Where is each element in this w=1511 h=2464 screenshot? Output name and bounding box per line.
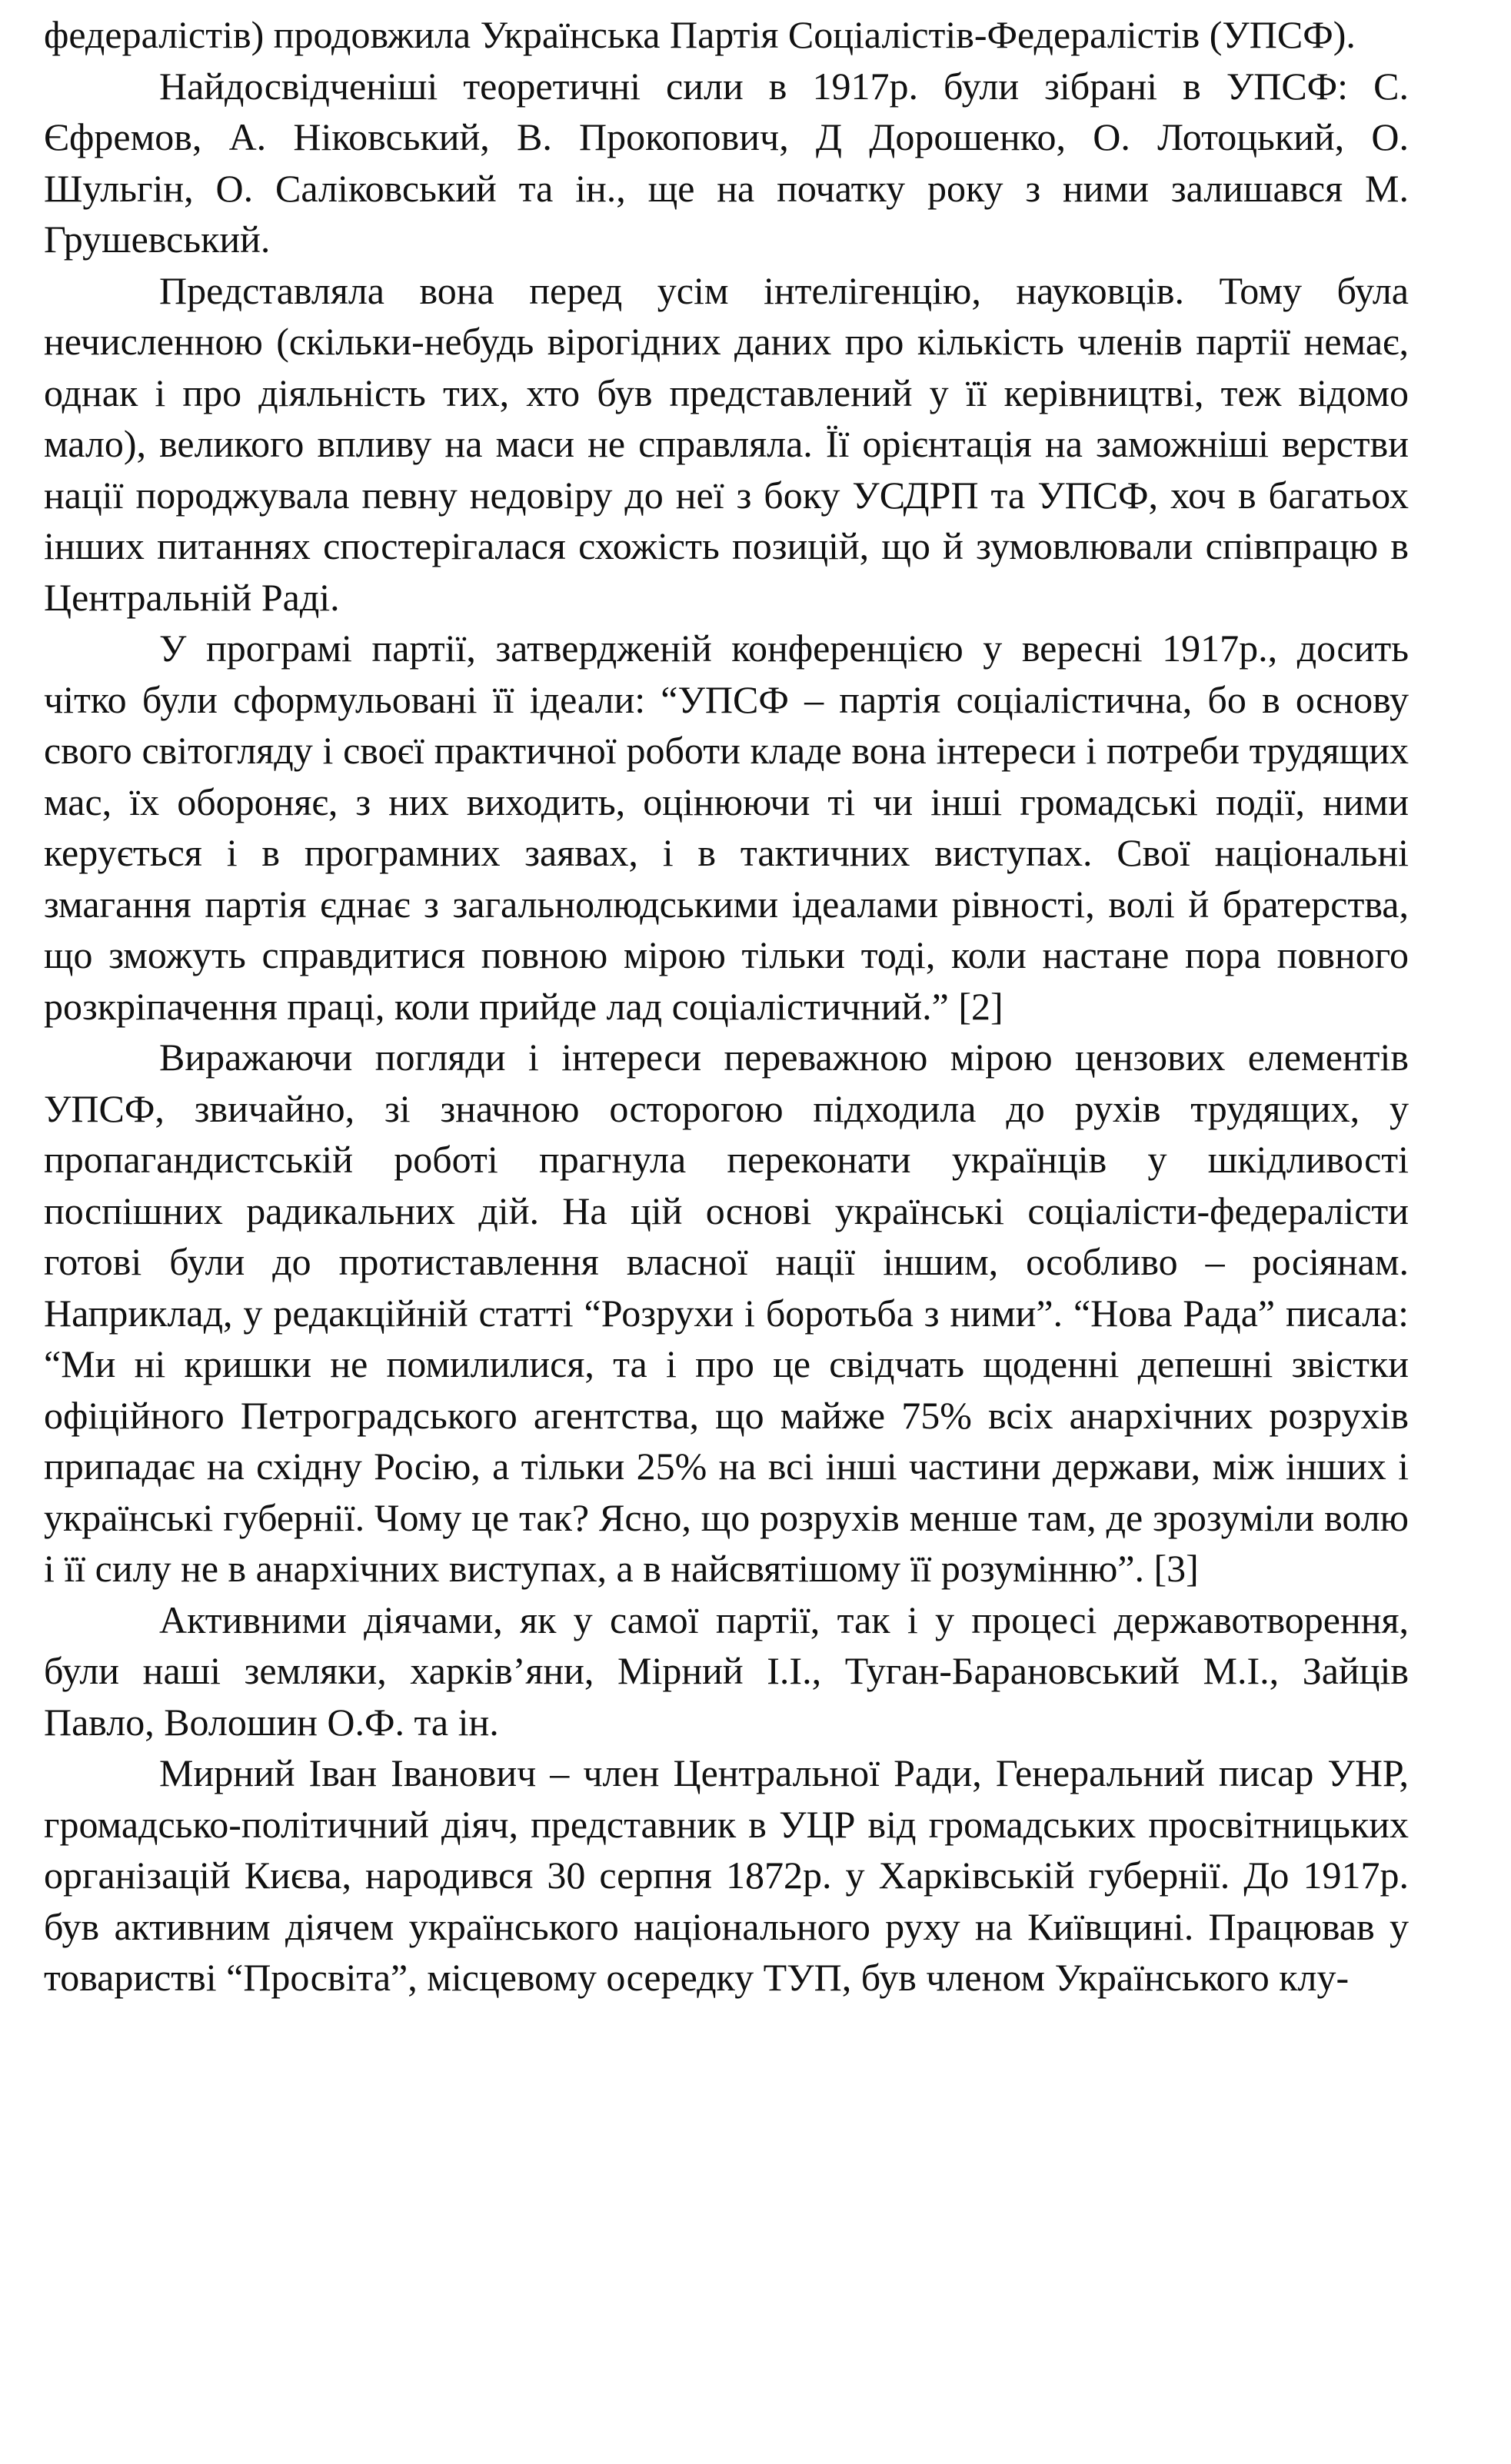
- paragraph-6: Активними діячами, як у самої партії, так і у процесі державотворення, були наші земляки, харків’яни, Мірний І.І., Туган-Барановський М.І., Зайців Павло, Волошин О.Ф. та ін.: [44, 1598, 1409, 1744]
- paragraph-3: Представляла вона перед усім інтелігенцію, науковців. Тому була нечисленною (скільки-небудь вірогідних даних про кількість членів партії немає, однак і про діяльність тих, хто був представлений у її керівництві, теж відомо мало), великого впливу на маси не справляла. Її орієнтація на заможніші верстви нації породжувала певну недовіру до неї з боку УСДРП та УПСФ, хоч в багатьох інших питаннях спостерігалася схожість позицій, що й зумовлювали співпрацю в Центральній Раді.: [44, 268, 1409, 619]
- paragraph-7: Мирний Іван Іванович – член Центральної Ради, Генеральний писар УНР, громадсько-політичний діяч, представник в УЦР від громадських просвітницьких організацій Києва, народився 30 серпня 1872р. у Харківській губернії. До 1917р. був активним діячем українського національного руху на Київщині. Працював у товаристві “Просвіта”, місцевому осередку ТУП, був членом Українського клу-: [44, 1751, 1409, 1999]
- paragraph-4: У програмі партії, затвердженій конференцією у вересні 1917р., досить чітко були сформульовані її ідеали: “УПСФ – партія соціалістична, бо в основу свого світогляду і своєї практичної роботи кладе вона інтереси і потреби трудящих мас, їх обороняє, з них виходить, оцінюючи ті чи інші громадські події, ними керується і в програмних заявах, і в тактичних виступах. Свої національні змагання партія єднає з загальнолюдськими ідеалами рівності, волі й братерства, що зможуть справдитися повною мірою тільки тоді, коли настане пора повного розкріпачення праці, коли прийде лад соціалістичний.” [2]: [44, 627, 1409, 1028]
- paragraph-5: Виражаючи погляди і інтереси переважною мірою цензових елементів УПСФ, звичайно, зі значною осторогою підходила до рухів трудящих, у пропагандистській роботі прагнула переконати українців у шкідливості поспішних радикальних дій. На цій основі українські соціалісти-федералісти готові були до протиставлення власної нації іншим, особливо – росіянам. Наприклад, у редакційній статті “Розрухи і боротьба з ними”. “Нова Рада” писала: “Ми ні кришки не помилилися, та і про це свідчать щоденні депешні звістки офіційного Петроградського агентства, що майже 75% всіх анархічних розрухів припадає на східну Росію, а тільки 25% на всі інші частини держави, між інших і українські губернії. Чому це так? Ясно, що розрухів менше там, де зрозуміли волю і її силу не в анархічних виступах, а в найсвятішому її розумінню”. [3]: [44, 1036, 1409, 1590]
- paragraph-2: Найдосвідченіші теоретичні сили в 1917р. були зібрані в УПСФ: С. Єфремов, А. Ніковський, В. Прокопович, Д Дорошенко, О. Лотоцький, О. Шульгін, О. Саліковський та ін., ще на початку року з ними залишався М. Грушевський.: [44, 64, 1409, 261]
- paragraph-1: федералістів) продовжила Українська Партія Соціалістів-Федералістів (УПСФ).: [44, 13, 1356, 56]
- document-page: [44, 9, 1409, 2003]
